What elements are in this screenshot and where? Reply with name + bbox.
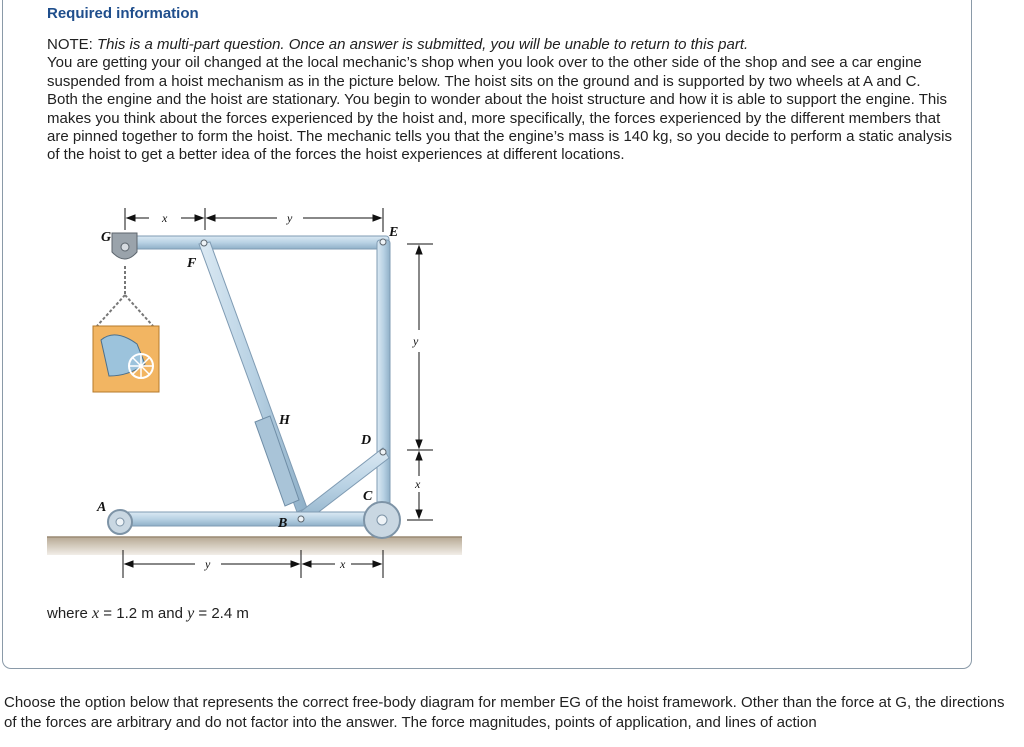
hoist-figure [45, 200, 465, 595]
label-a: A [97, 500, 107, 515]
dim-x-top: x [162, 211, 168, 225]
problem-statement [47, 36, 952, 165]
dim-y-top: y [287, 211, 293, 225]
label-c: C [363, 489, 373, 504]
member-ac [113, 512, 393, 526]
label-e: E [389, 225, 399, 240]
problem-paragraph: You are getting your oil changed at the local mechanic’s shop when you look over to the other side of the shop and see a car engine suspended from a hoist mechanism as in the picture below. The hoist sits on the ground and is supported by two wheels at A and C. Both the engine and the hoist are stationary. You begin to wonder about the hoist structure and how it is able to support the engine. This makes you think about the forces experienced by the hoist and, more specifically, the forces experienced by the different members that are pinned together to form the hoist. The mechanic tells you that the engine’s mass is 140 kg, so you decide to perform a static analysis of the hoist to get a better idea of the forces the hoist experiences at different locations. [47, 54, 952, 164]
required-info-title: Required information [47, 5, 199, 22]
label-h: H [279, 413, 290, 428]
column-ec [377, 240, 390, 530]
chain [97, 266, 153, 326]
dim-y-bottom: y [205, 557, 211, 571]
ground [47, 537, 462, 555]
member-fb [199, 242, 307, 512]
variable-values: where x = 1.2 m and y = 2.4 m [47, 605, 249, 622]
member-eg [117, 236, 389, 249]
label-d: D [361, 433, 372, 448]
label-f: F [187, 256, 197, 271]
pin-e [380, 239, 386, 245]
note-label: NOTE: [47, 36, 98, 53]
pin-d [380, 449, 386, 455]
label-b: B [278, 516, 288, 531]
pin-b [298, 516, 304, 522]
note-text: This is a multi-part question. Once an answer is submitted, you will be unable to return to this part. [97, 36, 749, 53]
dim-x-right: x [415, 477, 421, 491]
label-g: G [101, 230, 112, 245]
dim-y-right: y [413, 334, 419, 348]
question-text: Choose the option below that represents the correct free-body diagram for member EG of the hoist framework. Other than the force at G, the directions of the forces are arbitrary and do not factor into the answer. The force magnitudes, points of application, and lines of action [4, 694, 1005, 731]
dim-x-bottom: x [340, 557, 346, 571]
pin-f [201, 240, 207, 246]
